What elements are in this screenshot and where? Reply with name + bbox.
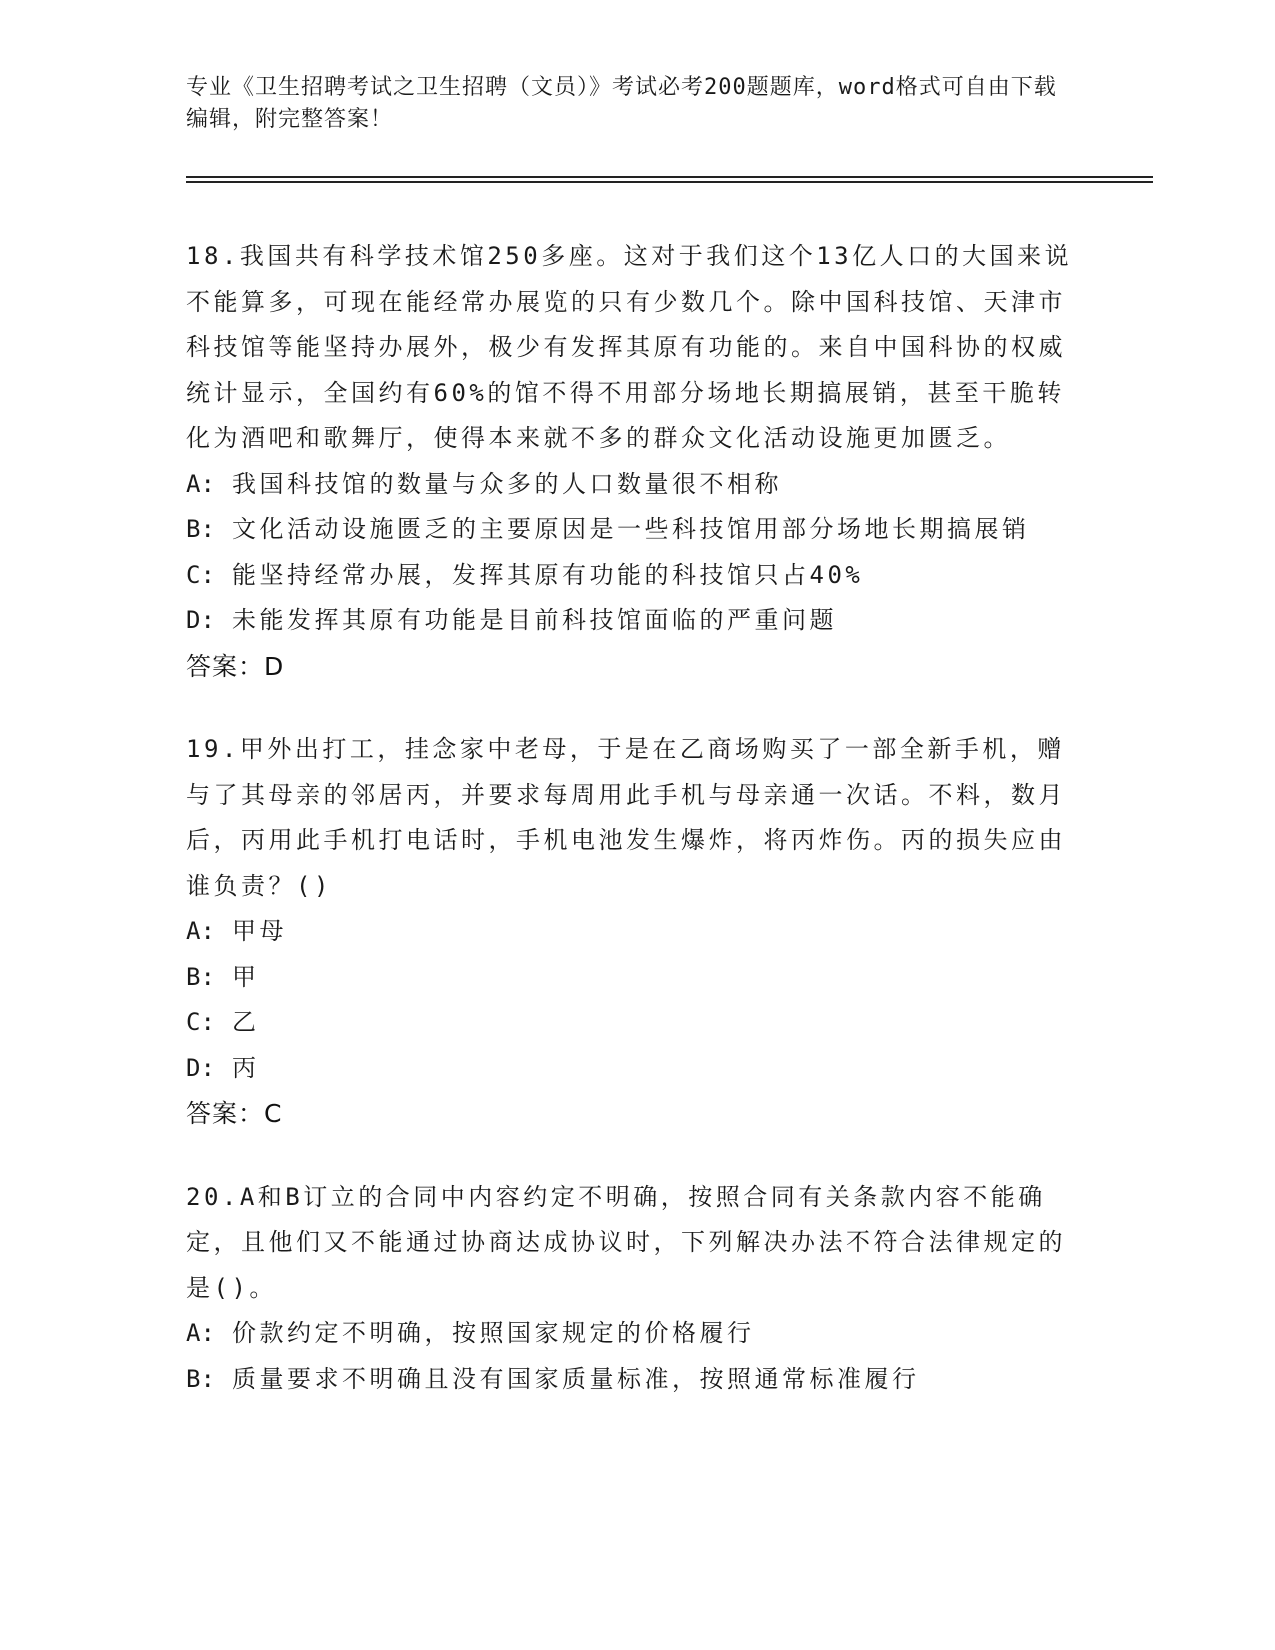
option-text: 甲 (232, 962, 260, 991)
option-text: 甲母 (232, 917, 287, 945)
option-letter: D: (186, 1053, 215, 1082)
option-text: 质量要求不明确且没有国家质量标准，按照通常标准履行 (232, 1364, 920, 1393)
option-text: 文化活动设施匮乏的主要原因是一些科技馆用部分场地长期搞展销 (232, 515, 1030, 543)
option-letter: A: (186, 917, 215, 945)
option-b (186, 955, 1086, 1001)
option-text: 我国科技馆的数量与众多的人口数量很不相称 (232, 469, 782, 498)
option-c (186, 553, 1086, 599)
option-text: 未能发挥其原有功能是目前科技馆面临的严重问题 (232, 606, 837, 634)
option-text: 价款约定不明确，按照国家规定的价格履行 (232, 1319, 755, 1347)
option-b (186, 1357, 1086, 1403)
option-text: 能坚持经常办展，发挥其原有功能的科技馆只占40% (232, 560, 864, 589)
option-letter: C: (186, 560, 215, 589)
question-stem: 19.甲外出打工，挂念家中老母，于是在乙商场购买了一部全新手机，赠与了其母亲的邻居丙，并要求每周用此手机与母亲通一次话。不料，数月后，丙用此手机打电话时，手机电池发生爆炸，将丙炸伤。丙的损失应由谁负责？() (186, 735, 1066, 900)
header-divider-top (186, 176, 1153, 178)
option-letter: C: (186, 1008, 215, 1036)
option-d (186, 1046, 1086, 1092)
option-letter: D: (186, 606, 215, 634)
option-a (186, 1311, 1086, 1357)
option-d (186, 598, 1086, 644)
option-letter: B: (186, 1364, 215, 1393)
question-stem: 18.我国共有科学技术馆250多座。这对于我们这个13亿人口的大国来说不能算多，可现在能经常办展览的只有少数几个。除中国科技馆、天津市科技馆等能坚持办展外，极少有发挥其原有功能的。来自中国科协的权威统计显示，全国约有60%的馆不得不用部分场地长期搞展销，甚至干脆转化为酒吧和歌舞厅，使得本来就不多的群众文化活动设施更加匮乏。 (186, 242, 1073, 452)
option-text: 乙 (232, 1008, 260, 1036)
option-b (186, 507, 1086, 553)
answer-line: 答案：C (186, 1099, 283, 1128)
option-letter: A: (186, 1319, 215, 1347)
option-letter: B: (186, 962, 215, 991)
question-19 (186, 727, 1086, 1137)
option-a (186, 909, 1086, 955)
question-stem: 20.A和B订立的合同中内容约定不明确，按照合同有关条款内容不能确定，且他们又不能通过协商达成协议时，下列解决办法不符合法律规定的是()。 (186, 1182, 1066, 1302)
question-list (186, 234, 1086, 1440)
option-c (186, 1000, 1086, 1046)
answer-line: 答案：D (186, 651, 285, 681)
question-18 (186, 234, 1086, 689)
option-a (186, 462, 1086, 508)
option-text: 丙 (232, 1053, 260, 1082)
header-divider-bottom (186, 181, 1153, 183)
option-letter: A: (186, 469, 215, 498)
document-header-title: 专业《卫生招聘考试之卫生招聘（文员）》考试必考200题题库，word格式可自由下载编辑，附完整答案！ (186, 75, 1057, 132)
question-20 (186, 1175, 1086, 1403)
option-letter: B: (186, 515, 215, 543)
